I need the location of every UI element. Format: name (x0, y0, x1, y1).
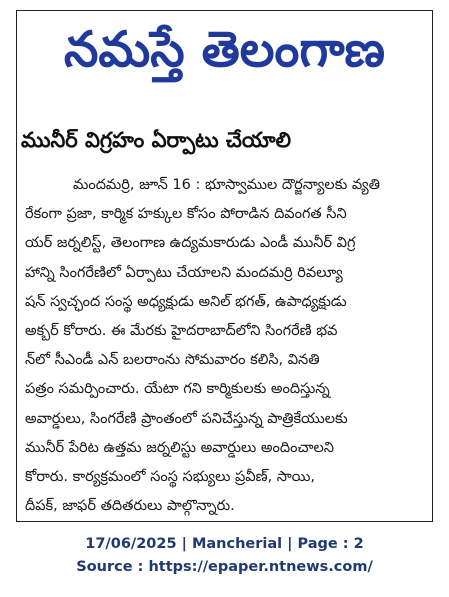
article-body (25, 171, 426, 521)
newspaper-masthead: నమస్తే తెలంగాణ (63, 20, 385, 78)
cropped-text-line (21, 96, 428, 108)
clipping-meta: 17/06/2025 | Mancherial | Page : 2 (85, 536, 364, 552)
article-line: కోరారు. కార్యక్రమంలో సంస్థ సభ్యులు ప్రవీణ్‌, సాయి, (25, 469, 316, 486)
article-line: షన్‌ స్వచ్ఛంద సంస్థ అధ్యక్షుడు అనిల్‌ భగత్‌, ఉపాధ్యక్షుడు (25, 293, 347, 310)
article-line: దీపక్‌, జాఫర్‌ తదితరులు పాల్గొన్నారు. (25, 498, 235, 515)
article-line: పత్రం సమర్పించారు. యేటా గని కార్మికులకు అందిస్తున్న (25, 381, 330, 398)
article-line: అక్బర్‌ కోరారు. ఈ మేరకు హైదరాబాద్‌లోని సింగరేణి భవ (25, 323, 338, 340)
article-line: అవార్డులు, సింగరేణి ప్రాంతంలో పనిచేస్తున్న పాత్రికేయులకు (25, 410, 348, 427)
article-line: మునీర్‌ పేరిట ఉత్తమ జర్నలిస్టు అవార్డులు అందించాలని (25, 439, 334, 456)
cropped-text-fragment (21, 511, 61, 521)
article-line: మందమర్రి, జూన్‌ 16 : భూస్వాముల దౌర్జన్యాలకు వ్యతి (73, 177, 381, 193)
article-line: హాన్ని సింగరేణిలో ఏర్పాటు చేయాలని మందమర్రి రివల్యూ (25, 264, 343, 281)
article-line: న్‌లో సీఎండీ ఎన్‌ బలరాంను సోమవారం కలిసి, వినతి (25, 352, 320, 369)
article-headline: మునీర్‌ విగ్రహం ఏర్పాటు చేయాలి (21, 128, 292, 152)
news-clipping (16, 10, 433, 522)
article-line: రేకంగా ప్రజా, కార్మిక హక్కుల కోసం పోరాడిన దివంగత సీని (25, 206, 347, 223)
article-line: యర్‌ జర్నలిస్ట్‌, తెలంగాణ ఉద్యమకారుడు ఎండీ మునీర్‌ విగ్ర (25, 235, 356, 252)
clipping-source: Source : https://epaper.ntnews.com/ (76, 559, 373, 575)
